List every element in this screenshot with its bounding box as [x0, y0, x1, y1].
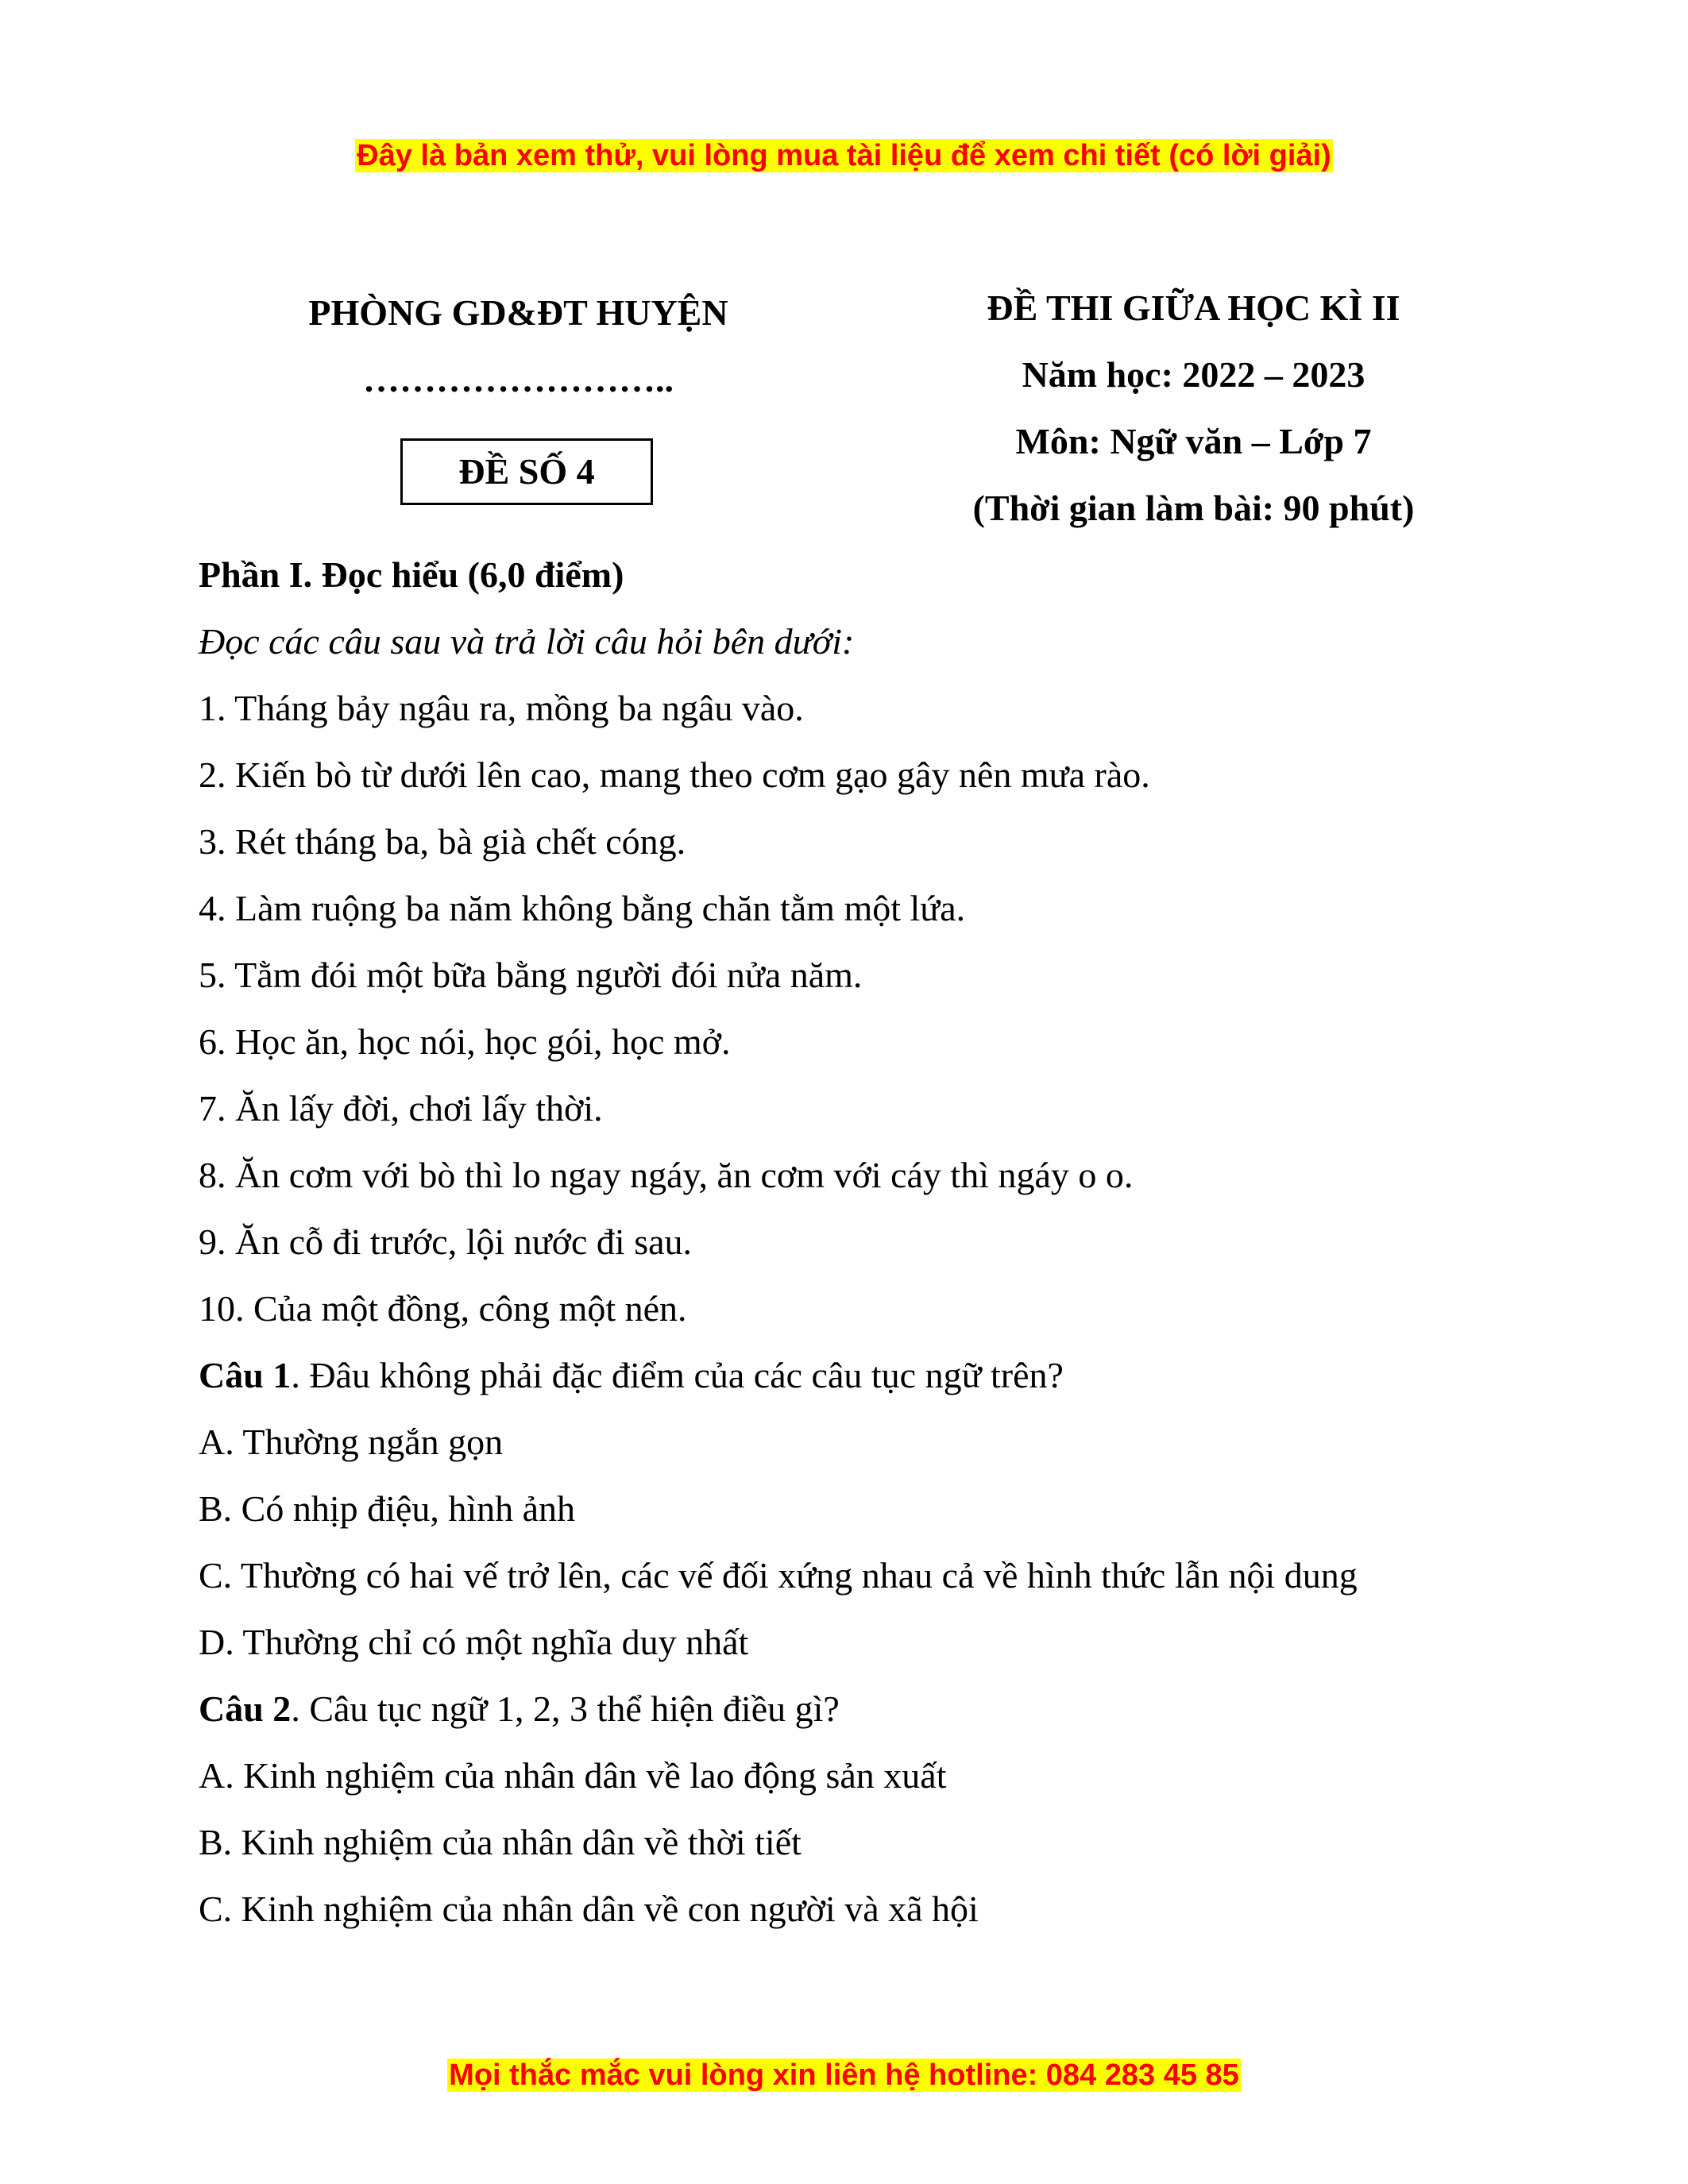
preview-banner-text: Đây là bản xem thử, vui lòng mua tài liệu để xem chi tiết (có lời giải): [357, 139, 1331, 172]
department-name: PHÒNG GD&ĐT HUYỆN: [308, 292, 728, 333]
answer-option: A. Thường ngắn gọn: [199, 1422, 504, 1462]
answer-option: D. Thường chỉ có một nghĩa duy nhất: [199, 1622, 749, 1662]
proverb-item: 4. Làm ruộng ba năm không bằng chăn tằm một lứa.: [199, 888, 966, 928]
exam-number: ĐỀ SỐ 4: [458, 451, 595, 492]
proverb-item: 9. Ăn cỗ đi trước, lội nước đi sau.: [199, 1221, 693, 1262]
exam-title: ĐỀ THI GIỮA HỌC KÌ II: [987, 287, 1400, 328]
proverb-item: 6. Học ăn, học nói, học gói, học mở.: [199, 1021, 731, 1062]
proverb-item: 7. Ăn lấy đời, chơi lấy thời.: [199, 1088, 603, 1129]
proverb-item: 8. Ăn cơm với bò thì lo ngay ngáy, ăn cơm với cáy thì ngáy o o.: [199, 1155, 1134, 1195]
question-label: Câu 1: [199, 1355, 292, 1395]
question-text: . Đâu không phải đặc điểm của các câu tục ngữ trên?: [291, 1355, 1064, 1395]
school-year: Năm học: 2022 – 2023: [1022, 354, 1365, 395]
answer-option: B. Kinh nghiệm của nhân dân về thời tiết: [199, 1822, 802, 1862]
question-label: Câu 2: [199, 1688, 292, 1729]
exam-content: [199, 542, 1501, 1943]
proverb-item: 5. Tằm đói một bữa bằng người đói nửa năm.: [199, 955, 863, 995]
proverb-item: 1. Tháng bảy ngâu ra, mồng ba ngâu vào.: [199, 688, 804, 728]
school-header: [238, 280, 798, 413]
proverb-item: 2. Kiến bò từ dưới lên cao, mang theo cơm gạo gây nên mưa rào.: [199, 754, 1150, 795]
answer-option: C. Thường có hai vế trở lên, các vế đối xứng nhau cả về hình thức lẫn nội dung: [199, 1555, 1358, 1596]
section-title: Phần I. Đọc hiểu (6,0 điểm): [199, 554, 624, 595]
question-2: [199, 1676, 1501, 1742]
exam-number-box: [400, 438, 653, 505]
section-instruction: Đọc các câu sau và trả lời câu hỏi bên dưới:: [199, 621, 855, 662]
answer-option: A. Kinh nghiệm của nhân dân về lao động sản xuất: [199, 1755, 947, 1796]
proverb-item: 10. Của một đồng, công một nén.: [199, 1288, 687, 1329]
answer-option: B. Có nhịp điệu, hình ảnh: [199, 1488, 576, 1529]
subject: Môn: Ngữ văn – Lớp 7: [1015, 421, 1372, 461]
question-text: . Câu tục ngữ 1, 2, 3 thể hiện điều gì?: [291, 1688, 840, 1729]
hotline-banner: [0, 2057, 1688, 2093]
answer-option: C. Kinh nghiệm của nhân dân về con người và xã hội: [199, 1889, 979, 1929]
exam-header: [914, 275, 1474, 542]
hotline-banner-text: Mọi thắc mắc vui lòng xin liên hệ hotline: 084 283 45 85: [449, 2059, 1239, 2092]
question-1: [199, 1342, 1501, 1409]
proverb-item: 3. Rét tháng ba, bà già chết cóng.: [199, 821, 686, 862]
district-placeholder: ……………………..: [363, 359, 674, 399]
preview-banner: [0, 137, 1688, 174]
time-limit: (Thời gian làm bài: 90 phút): [972, 488, 1415, 528]
